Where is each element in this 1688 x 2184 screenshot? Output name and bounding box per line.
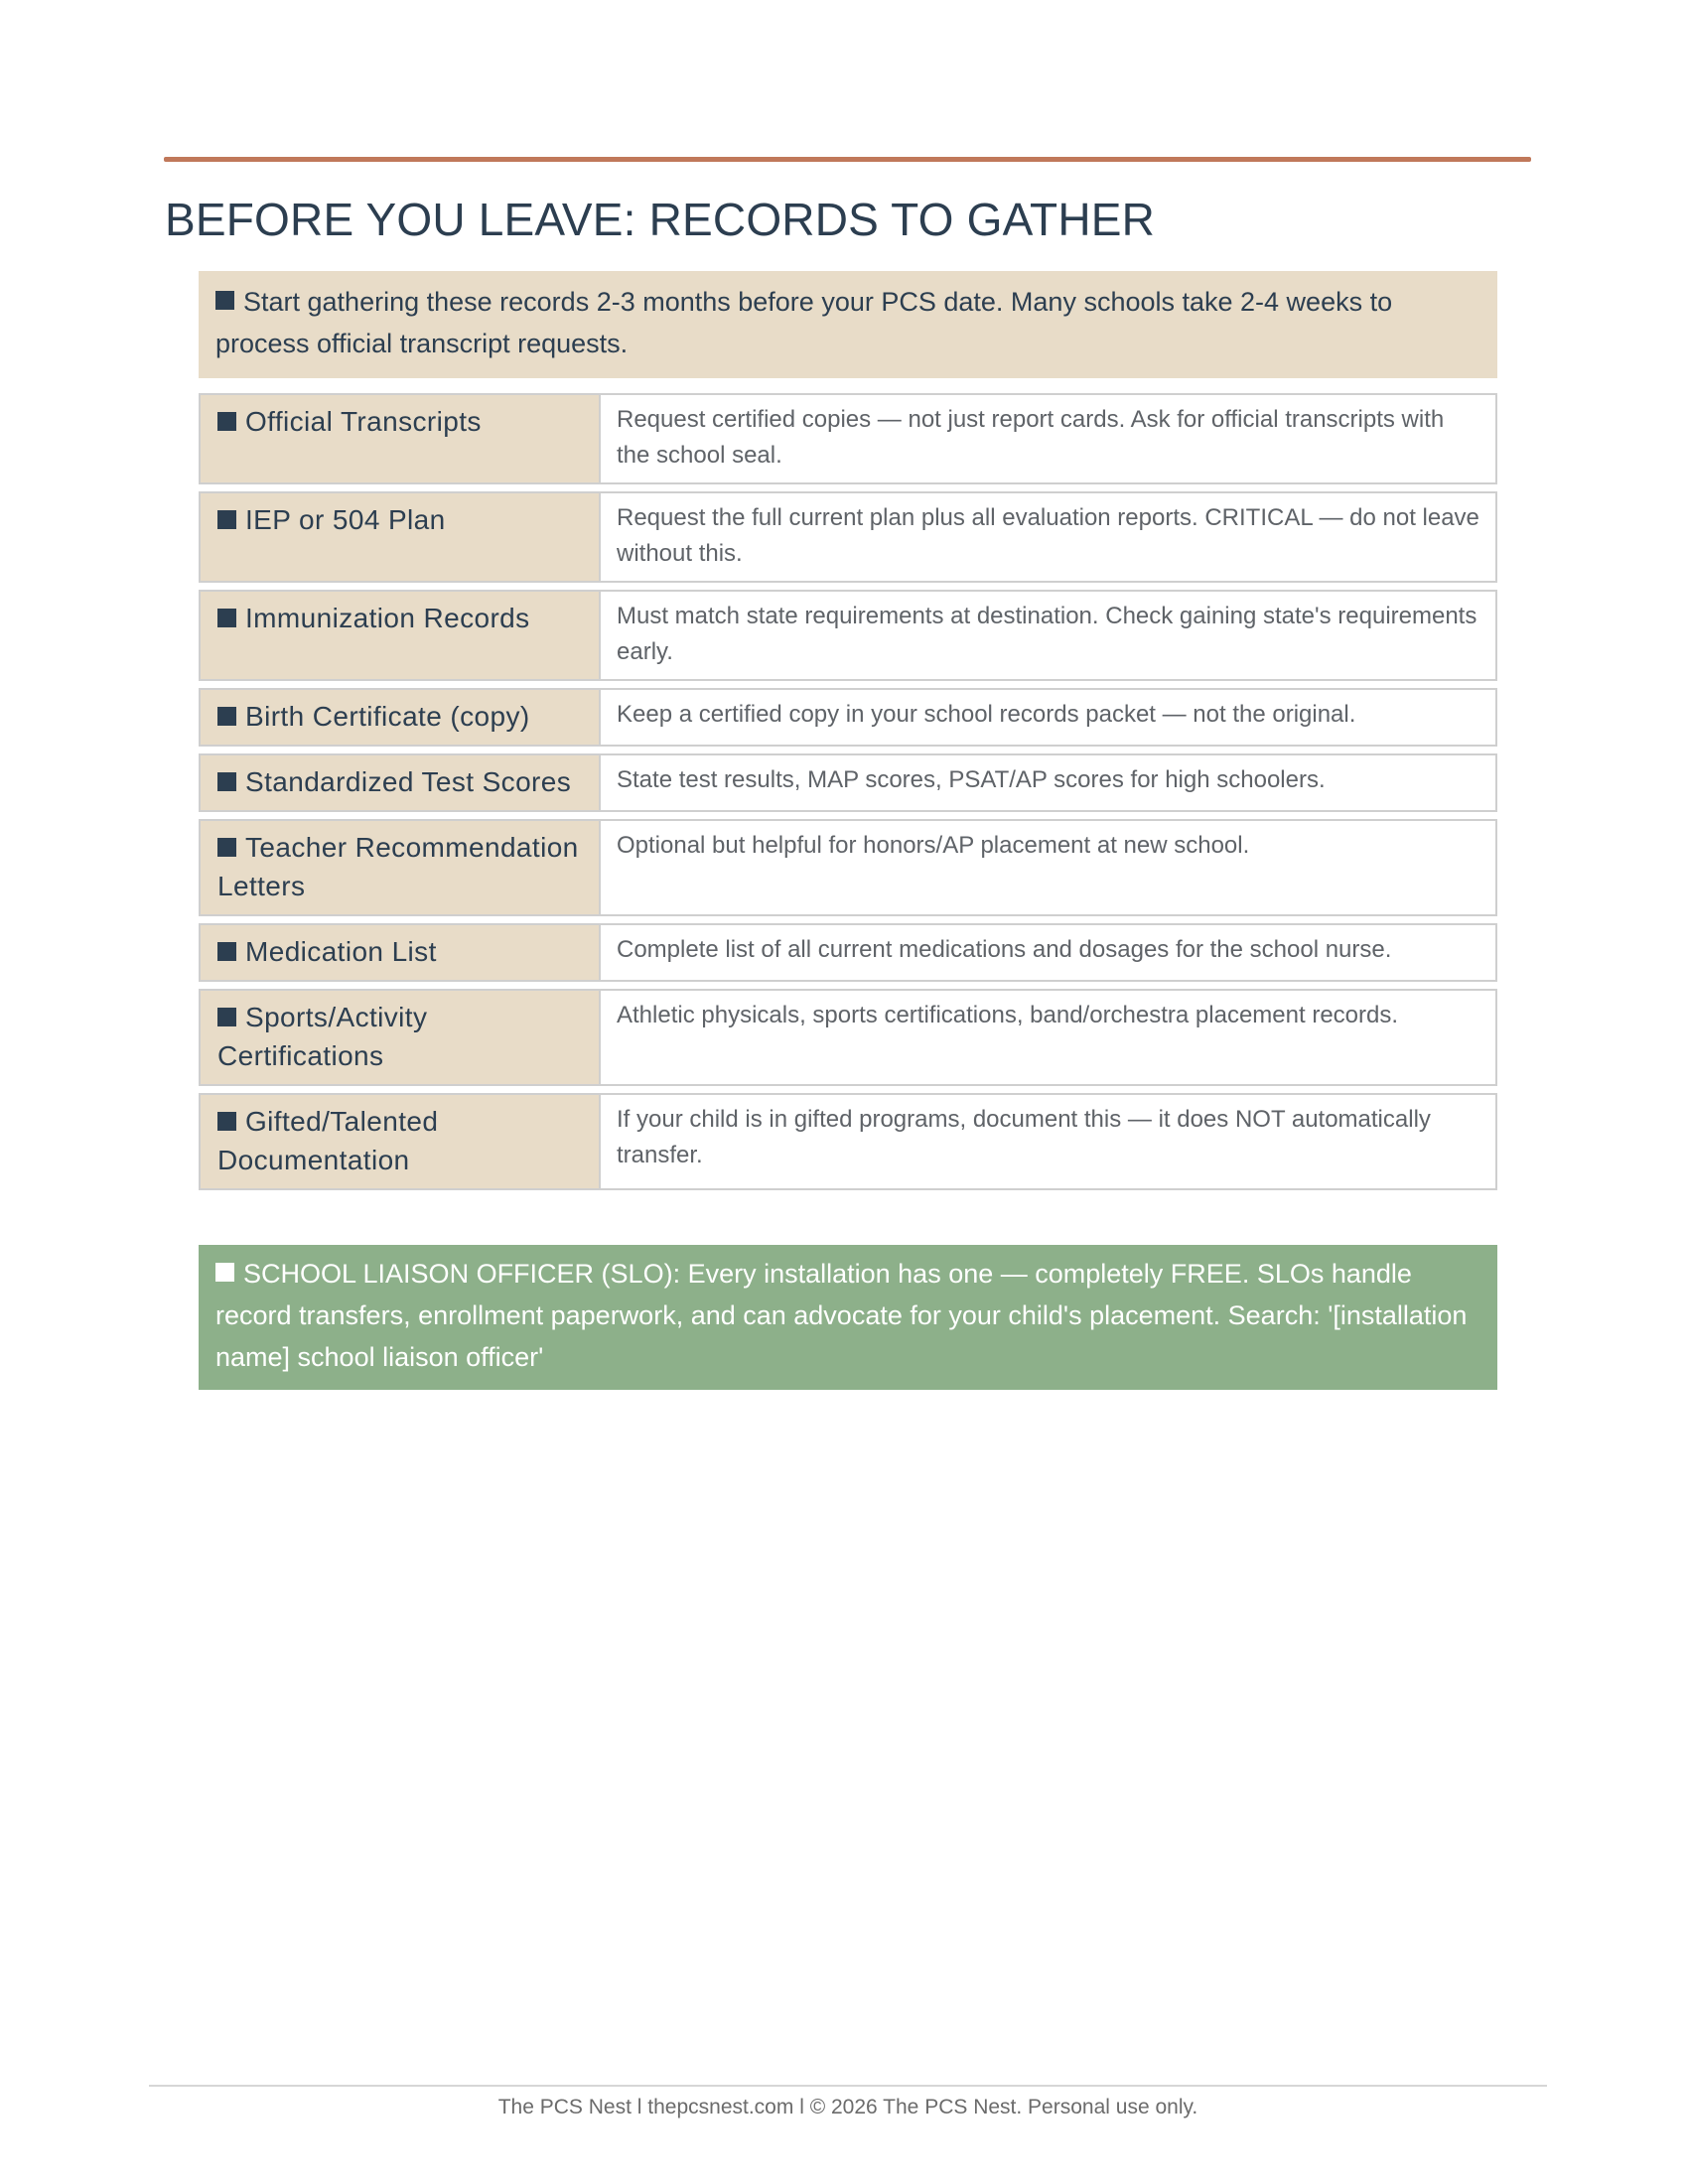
table-row <box>199 688 1497 747</box>
square-bullet-icon <box>217 510 236 529</box>
table-row <box>199 491 1497 583</box>
top-accent-rule <box>164 157 1531 162</box>
square-bullet-icon <box>217 942 236 961</box>
square-bullet-icon <box>217 838 236 857</box>
record-label-cell <box>199 688 599 747</box>
square-bullet-icon <box>217 707 236 726</box>
record-description: Must match state requirements at destination. Check gaining state's requirements early. <box>599 590 1497 681</box>
record-label: Immunization Records <box>245 603 530 633</box>
record-label-cell <box>199 590 599 681</box>
record-label: Medication List <box>245 936 437 967</box>
table-row <box>199 753 1497 812</box>
square-bullet-icon <box>215 1263 234 1282</box>
callout-text: Start gathering these records 2-3 months before your PCS date. Many schools take 2-4 weeks to process official transcript requests. <box>215 287 1393 358</box>
record-description: State test results, MAP scores, PSAT/AP scores for high schoolers. <box>599 753 1497 812</box>
square-bullet-icon <box>217 1008 236 1026</box>
record-label-cell <box>199 923 599 982</box>
square-bullet-icon <box>215 291 234 310</box>
square-bullet-icon <box>217 412 236 431</box>
record-label: IEP or 504 Plan <box>245 504 446 535</box>
record-label-cell <box>199 989 599 1086</box>
record-label: Teacher Recommendation Letters <box>217 832 579 901</box>
record-label: Official Transcripts <box>245 406 482 437</box>
slo-callout <box>199 1245 1497 1390</box>
timing-callout <box>199 271 1497 378</box>
record-label: Gifted/Talented Documentation <box>217 1106 439 1175</box>
table-row <box>199 819 1497 916</box>
table-row <box>199 923 1497 982</box>
record-label-cell <box>199 393 599 484</box>
square-bullet-icon <box>217 1112 236 1131</box>
record-description: Keep a certified copy in your school records packet — not the original. <box>599 688 1497 747</box>
record-description: Request certified copies — not just report cards. Ask for official transcripts with the school seal. <box>599 393 1497 484</box>
record-label: Standardized Test Scores <box>245 766 572 797</box>
square-bullet-icon <box>217 772 236 791</box>
record-label: Birth Certificate (copy) <box>245 701 530 732</box>
table-row <box>199 393 1497 484</box>
footer-divider <box>149 2085 1547 2087</box>
records-table <box>199 393 1497 1197</box>
record-description: Athletic physicals, sports certifications, band/orchestra placement records. <box>599 989 1497 1086</box>
footer-text: The PCS Nest l thepcsnest.com l © 2026 The PCS Nest. Personal use only. <box>497 2096 1198 2118</box>
table-row <box>199 1093 1497 1190</box>
record-description: If your child is in gifted programs, document this — it does NOT automatically transfer. <box>599 1093 1497 1190</box>
table-row <box>199 590 1497 681</box>
record-label: Sports/Activity Certifications <box>217 1002 428 1071</box>
slo-text: SCHOOL LIAISON OFFICER (SLO): Every installation has one — completely FREE. SLOs handle record transfers, enrollment paperwork, and can advocate for your child's placement. Search: '[installation name] school liaison officer' <box>215 1259 1468 1372</box>
square-bullet-icon <box>217 609 236 627</box>
table-row <box>199 989 1497 1086</box>
record-description: Complete list of all current medications and dosages for the school nurse. <box>599 923 1497 982</box>
record-label-cell <box>199 491 599 583</box>
page-title: BEFORE YOU LEAVE: RECORDS TO GATHER <box>165 194 1156 245</box>
record-label-cell <box>199 1093 599 1190</box>
record-label-cell <box>199 819 599 916</box>
record-label-cell <box>199 753 599 812</box>
record-description: Optional but helpful for honors/AP placement at new school. <box>599 819 1497 916</box>
record-description: Request the full current plan plus all evaluation reports. CRITICAL — do not leave without this. <box>599 491 1497 583</box>
